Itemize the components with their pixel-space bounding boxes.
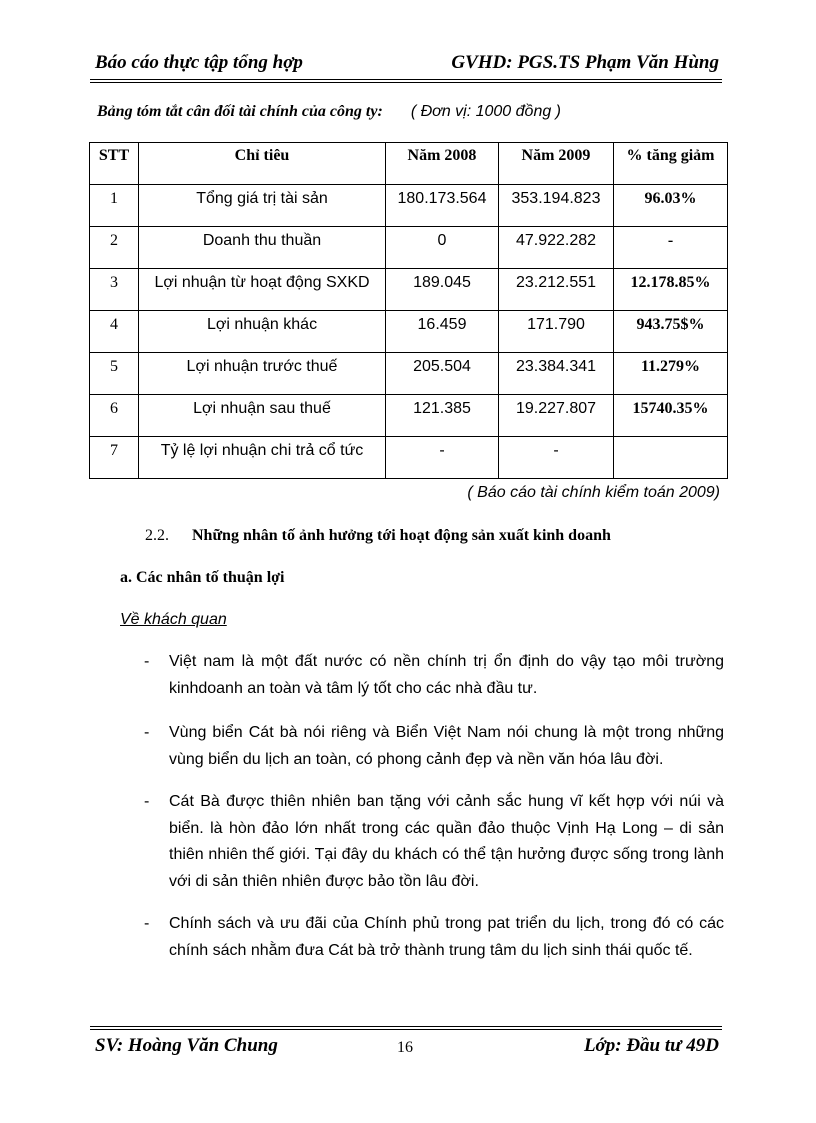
cell-2008: 180.173.564 bbox=[386, 185, 499, 227]
table-caption-title: Bảng tóm tắt cân đối tài chính của công ty: bbox=[97, 103, 383, 120]
cell-stt: 2 bbox=[90, 227, 139, 269]
table-row bbox=[90, 227, 728, 269]
cell-2008: 189.045 bbox=[386, 269, 499, 311]
cell-stt: 7 bbox=[90, 437, 139, 479]
column-header-indicator: Chỉ tiêu bbox=[139, 143, 386, 185]
list-item-text: Việt nam là một đất nước có nền chính trị ổn định do vậy tạo môi trường kinhdoanh an toàn và tâm lý tốt cho các nhà đầu tư. bbox=[169, 653, 724, 697]
section-title: Những nhân tố ảnh hưởng tới hoạt động sản xuất kinh doanh bbox=[192, 527, 611, 544]
table-row bbox=[90, 395, 728, 437]
table-source-note: ( Báo cáo tài chính kiểm toán 2009) bbox=[467, 484, 720, 501]
cell-2009: 23.384.341 bbox=[499, 353, 614, 395]
cell-2008: 205.504 bbox=[386, 353, 499, 395]
cell-2009: - bbox=[499, 437, 614, 479]
list-item bbox=[144, 789, 724, 895]
footer-class: Lớp: Đầu tư 49D bbox=[583, 1035, 719, 1056]
financial-summary-table bbox=[89, 142, 728, 479]
header-report-title: Báo cáo thực tập tổng hợp bbox=[95, 52, 303, 73]
column-header-2009: Năm 2009 bbox=[499, 143, 614, 185]
column-header-2008: Năm 2008 bbox=[386, 143, 499, 185]
table-row bbox=[90, 311, 728, 353]
column-header-stt: STT bbox=[90, 143, 139, 185]
list-item-text: Chính sách và ưu đãi của Chính phủ trong pat triển du lịch, trong đó có các chính sách nhằm đưa Cát bà trở thành trung tâm du lịch sinh thái quốc tế. bbox=[169, 915, 724, 959]
table-row bbox=[90, 437, 728, 479]
cell-indicator: Lợi nhuận trước thuế bbox=[139, 353, 386, 395]
objective-factors-label: Về khách quan bbox=[120, 611, 227, 628]
table-header-row bbox=[90, 143, 728, 185]
cell-indicator: Doanh thu thuần bbox=[139, 227, 386, 269]
cell-indicator: Lợi nhuận từ hoạt động SXKD bbox=[139, 269, 386, 311]
cell-2009: 23.212.551 bbox=[499, 269, 614, 311]
subsection-heading: a. Các nhân tố thuận lợi bbox=[120, 569, 285, 586]
header-supervisor: GVHD: PGS.TS Phạm Văn Hùng bbox=[451, 52, 719, 73]
bullet-dash: - bbox=[144, 915, 150, 932]
bullet-dash: - bbox=[144, 653, 150, 670]
list-item-text: Vùng biển Cát bà nói riêng và Biển Việt Nam nói chung là một trong những vùng biển du lịch an toàn, có phong cảnh đẹp và nền văn hóa lâu đời. bbox=[169, 724, 724, 768]
bullet-dash: - bbox=[144, 793, 150, 810]
cell-2008: 121.385 bbox=[386, 395, 499, 437]
cell-change: - bbox=[614, 227, 728, 269]
cell-2008: - bbox=[386, 437, 499, 479]
cell-indicator: Tổng giá trị tài sản bbox=[139, 185, 386, 227]
cell-change bbox=[614, 437, 728, 479]
footer-student: SV: Hoàng Văn Chung bbox=[95, 1035, 278, 1056]
cell-2009: 19.227.807 bbox=[499, 395, 614, 437]
cell-stt: 3 bbox=[90, 269, 139, 311]
cell-2009: 171.790 bbox=[499, 311, 614, 353]
cell-indicator: Tỷ lệ lợi nhuận chi trả cổ tức bbox=[139, 437, 386, 479]
list-item bbox=[144, 720, 724, 773]
list-item bbox=[144, 649, 724, 702]
table-row bbox=[90, 185, 728, 227]
table-caption bbox=[97, 103, 561, 121]
cell-stt: 1 bbox=[90, 185, 139, 227]
cell-indicator: Lợi nhuận sau thuế bbox=[139, 395, 386, 437]
list-item-text: Cát Bà được thiên nhiên ban tặng với cảnh sắc hung vĩ kết hợp với núi và biển. là hòn đảo lớn nhất trong các quần đảo thuộc Vịnh Hạ Long – di sản thiên nhiên thế giới. Tại đây du khách có thể tận hưởng được sống trong lành với di sản thiên nhiên được bảo tồn lâu đời. bbox=[169, 793, 724, 890]
page-number: 16 bbox=[397, 1039, 413, 1056]
list-item bbox=[144, 911, 724, 964]
cell-stt: 6 bbox=[90, 395, 139, 437]
cell-stt: 4 bbox=[90, 311, 139, 353]
cell-change: 15740.35% bbox=[614, 395, 728, 437]
cell-2009: 47.922.282 bbox=[499, 227, 614, 269]
bullet-dash: - bbox=[144, 724, 150, 741]
table-row bbox=[90, 353, 728, 395]
table-caption-unit: ( Đơn vị: 1000 đồng ) bbox=[410, 103, 562, 120]
cell-change: 12.178.85% bbox=[614, 269, 728, 311]
section-number: 2.2. bbox=[145, 527, 169, 544]
table-row bbox=[90, 269, 728, 311]
footer-rule bbox=[90, 1026, 722, 1030]
header-rule bbox=[90, 79, 722, 83]
cell-indicator: Lợi nhuận khác bbox=[139, 311, 386, 353]
cell-change: 96.03% bbox=[614, 185, 728, 227]
cell-2008: 16.459 bbox=[386, 311, 499, 353]
column-header-change: % tăng giảm bbox=[614, 143, 728, 185]
cell-change: 943.75$% bbox=[614, 311, 728, 353]
cell-change: 11.279% bbox=[614, 353, 728, 395]
cell-stt: 5 bbox=[90, 353, 139, 395]
cell-2009: 353.194.823 bbox=[499, 185, 614, 227]
cell-2008: 0 bbox=[386, 227, 499, 269]
